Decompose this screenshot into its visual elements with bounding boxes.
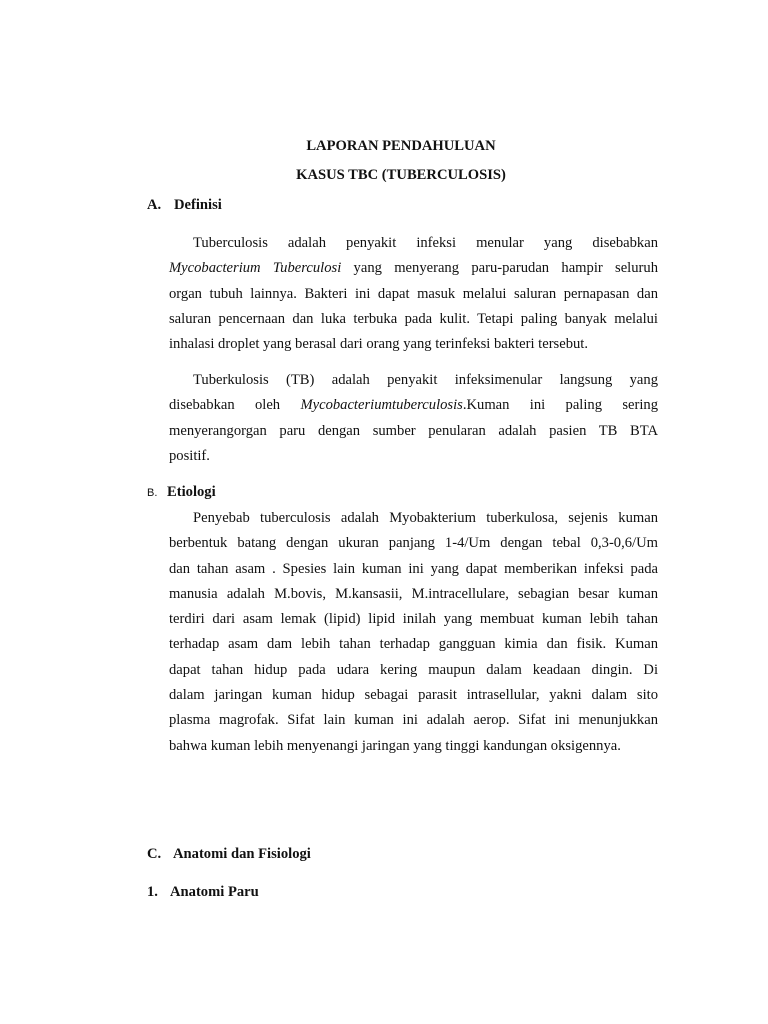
text-line: Penyebab tuberculosis adalah Myobakterium tuberkulosa, sejenis kuman bbox=[193, 510, 658, 526]
subsection-1-marker: 1. bbox=[147, 884, 158, 900]
text-run: yang menyerang paru-parudan hampir seluruh bbox=[341, 260, 658, 277]
section-a-heading bbox=[147, 197, 222, 214]
text-line: Tuberculosis adalah penyakit infeksi menular yang disebabkan bbox=[193, 235, 658, 251]
text-line bbox=[169, 258, 658, 283]
text-run: .Kuman ini paling sering bbox=[462, 397, 659, 414]
section-b-heading bbox=[147, 484, 216, 501]
text-run: disebabkan oleh bbox=[169, 397, 301, 414]
text-line: positif. bbox=[169, 447, 210, 464]
text-line bbox=[169, 395, 658, 420]
section-a-marker: A. bbox=[147, 197, 162, 213]
definisi-paragraph-2 bbox=[169, 370, 658, 471]
section-a-label: Definisi bbox=[174, 197, 222, 213]
text-line: saluran pencernaan dan luka terbuka pada kulit. Tetapi paling banyak melalui bbox=[169, 310, 658, 327]
etiologi-paragraph bbox=[169, 508, 658, 761]
section-b-marker: B. bbox=[147, 487, 158, 499]
subsection-1-label: Anatomi Paru bbox=[170, 884, 259, 900]
italic-term: Mycobacterium Tuberculosi bbox=[169, 260, 342, 277]
text-line: terdiri dari asam lemak (lipid) lipid inilah yang membuat kuman lebih tahan bbox=[169, 611, 658, 628]
text-line: terhadap asam dam lebih tahan terhadap gangguan kimia dan fisik. Kuman bbox=[169, 636, 658, 653]
section-b-label: Etiologi bbox=[167, 484, 216, 500]
subsection-1-heading bbox=[147, 884, 259, 901]
text-line: organ tubuh lainnya. Bakteri ini dapat masuk melalui saluran pernapasan dan bbox=[169, 285, 658, 302]
section-c-marker: C. bbox=[147, 846, 162, 862]
text-line: bahwa kuman lebih menyenangi jaringan yang tinggi kandungan oksigennya. bbox=[169, 737, 621, 754]
section-c-heading bbox=[147, 846, 311, 863]
text-line: menyerangorgan paru dengan sumber penularan adalah pasien TB BTA bbox=[169, 422, 658, 439]
text-line: dalam jaringan kuman hidup sebagai parasit intrasellular, yakni dalam sito bbox=[169, 687, 658, 704]
definisi-paragraph-1 bbox=[169, 233, 658, 359]
text-line: manusia adalah M.bovis, M.kansasii, M.intracellulare, sebagian besar kuman bbox=[169, 585, 658, 602]
title-line-1: LAPORAN PENDAHULUAN bbox=[306, 138, 496, 154]
text-line: inhalasi droplet yang berasal dari orang yang terinfeksi bakteri tersebut. bbox=[169, 336, 589, 353]
text-line: dan tahan asam . Spesies lain kuman ini yang dapat memberikan infeksi pada bbox=[169, 560, 658, 577]
section-c-label: Anatomi dan Fisiologi bbox=[173, 846, 311, 862]
text-line: dapat tahan hidup pada udara kering maupun dalam keadaan dingin. Di bbox=[169, 661, 658, 678]
text-line: plasma magrofak. Sifat lain kuman ini adalah aerop. Sifat ini menunjukkan bbox=[169, 712, 658, 729]
text-line: berbentuk batang dengan ukuran panjang 1-4/Um dengan tebal 0,3-0,6/Um bbox=[169, 535, 658, 552]
text-line: Tuberkulosis (TB) adalah penyakit infeksimenular langsung yang bbox=[193, 372, 658, 388]
title-line-2: KASUS TBC (TUBERCULOSIS) bbox=[296, 167, 506, 183]
italic-term: Mycobacteriumtuberculosis bbox=[300, 397, 463, 414]
